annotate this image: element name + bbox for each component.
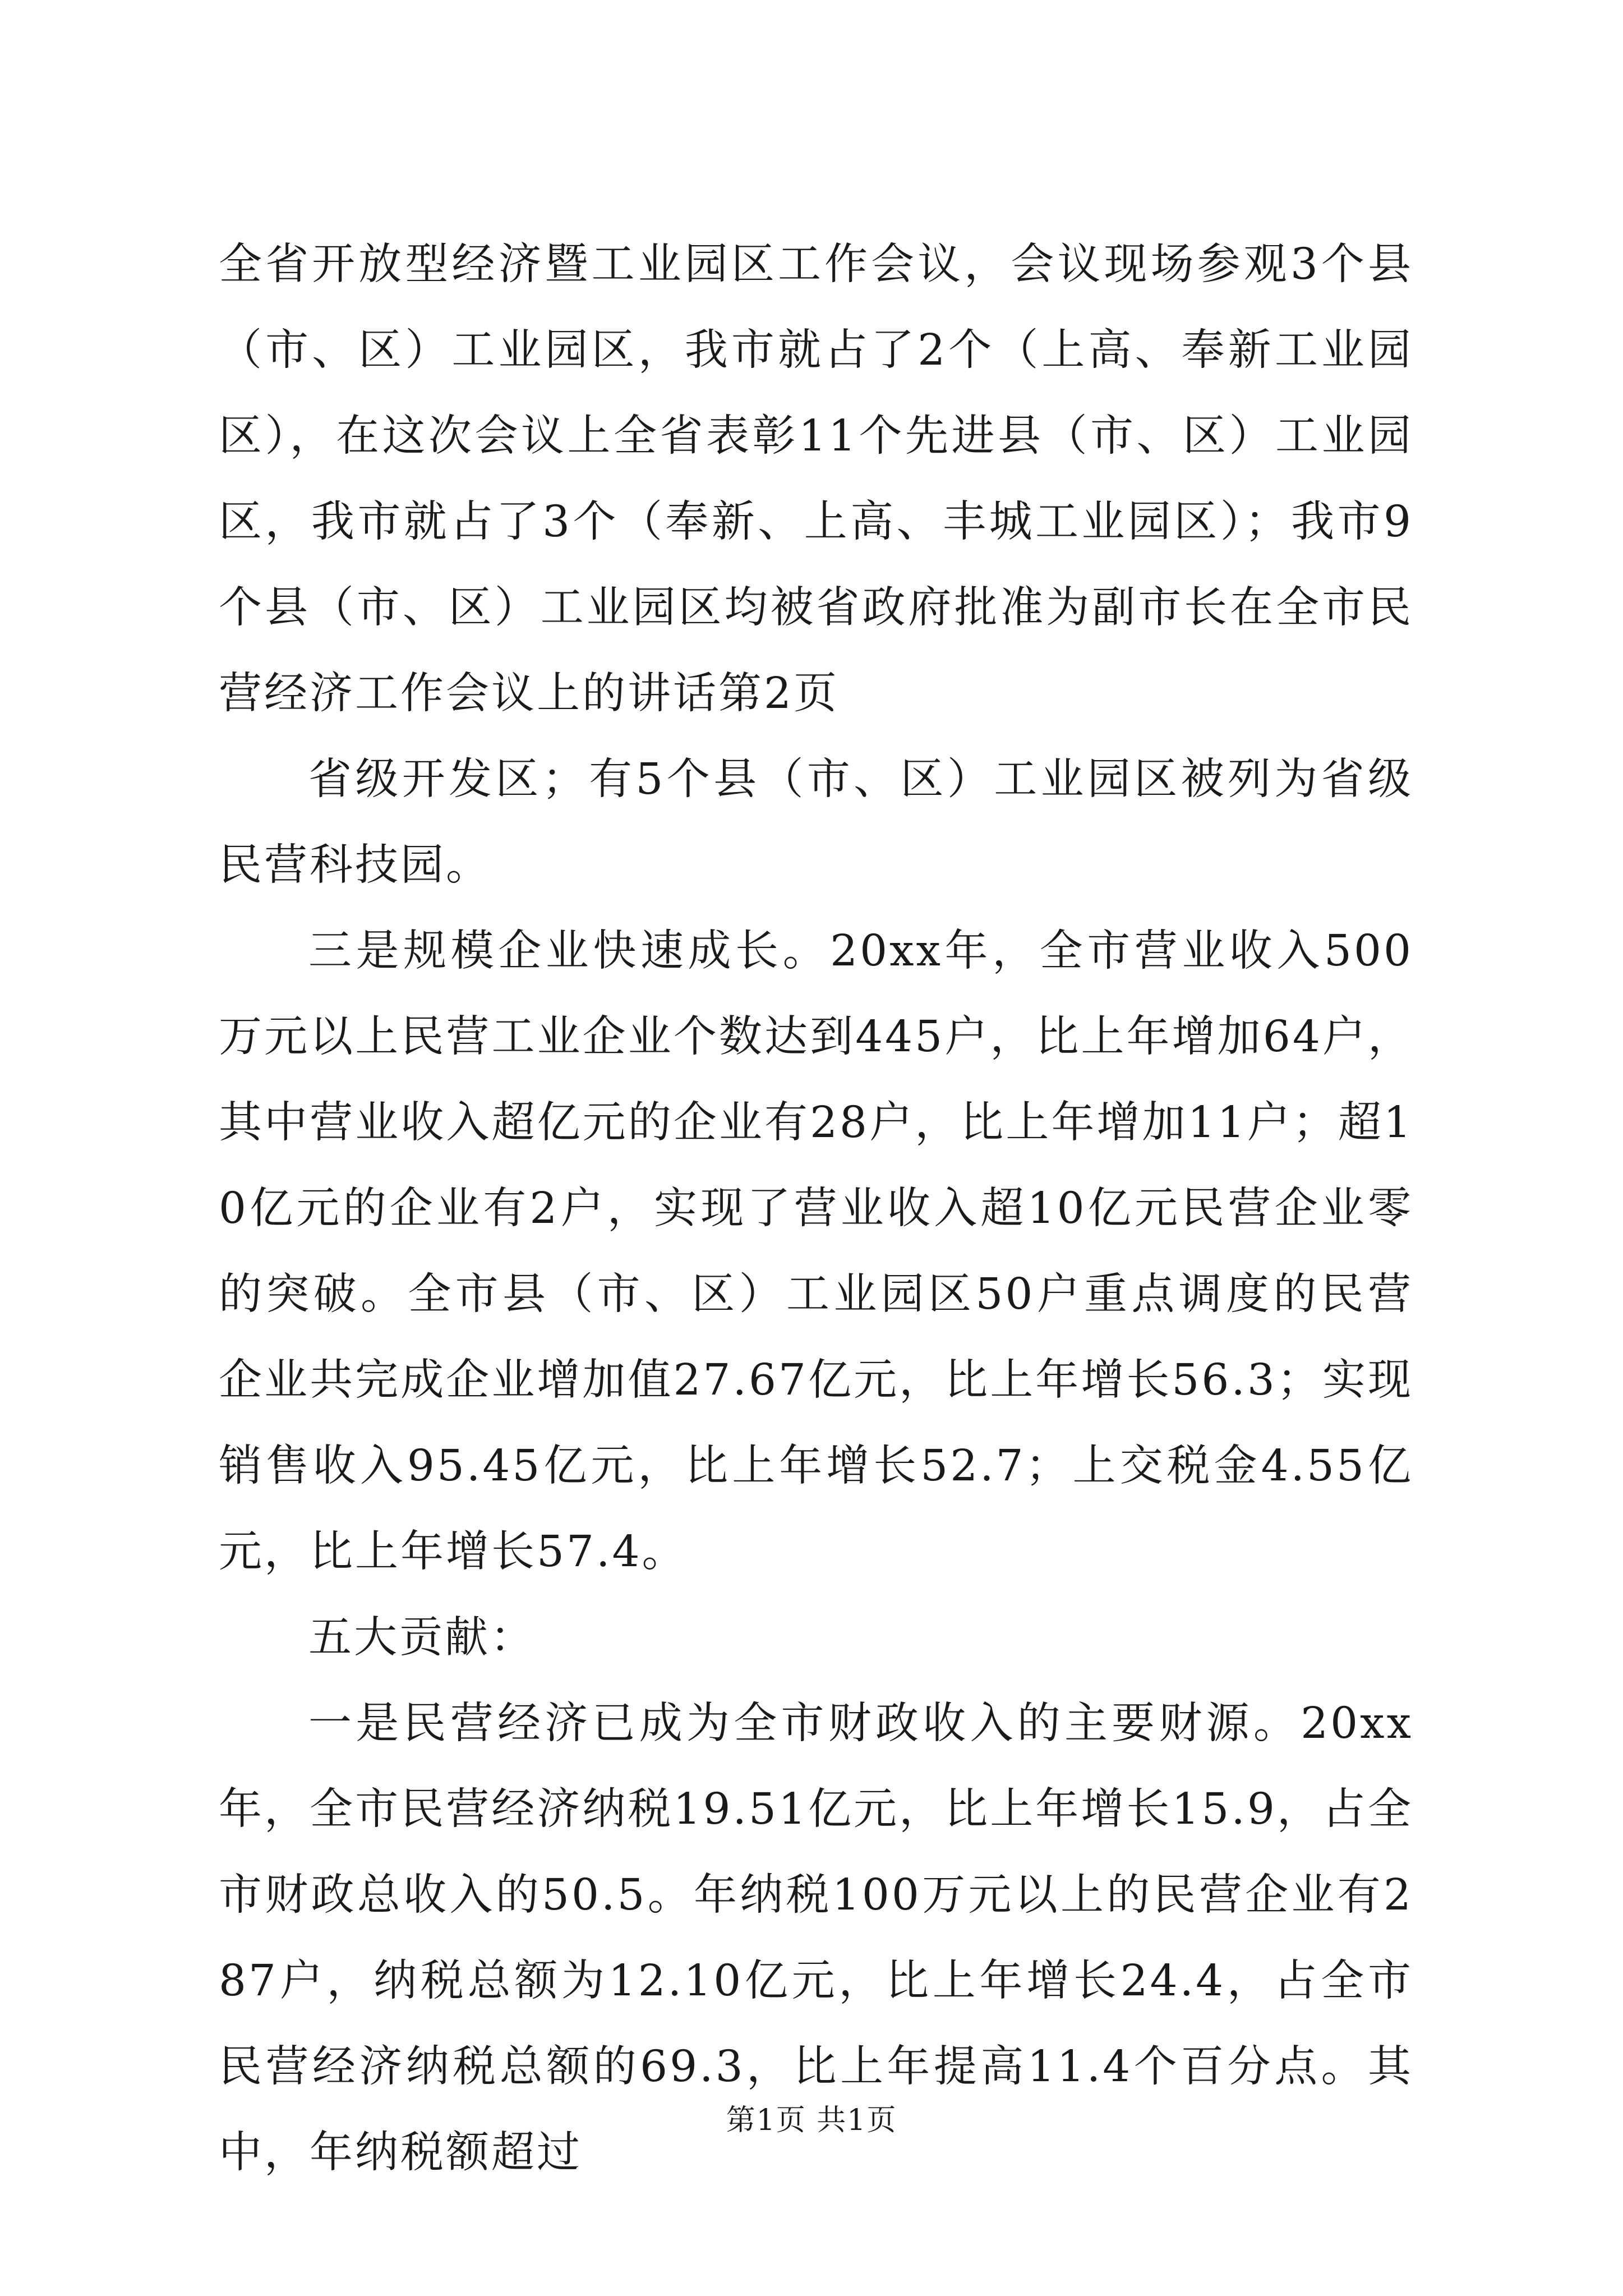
paragraph-5: 一是民营经济已成为全市财政收入的主要财源。20xx年，全市民营经济纳税19.51亿元，比上年增长15.9，占全市财政总收入的50.5。年纳税100万元以上的民营企业有287户，纳税总额为12.10亿元，比上年增长24.4，占全市民营经济纳税总额的69.3，比上年提高11.4个百分点。其中，年纳税额超过	[219, 1699, 1413, 2178]
paragraph-4: 五大贡献：	[308, 1613, 536, 1663]
paragraph-3: 三是规模企业快速成长。20xx年，全市营业收入500万元以上民营工业企业个数达到445户，比上年增加64户，其中营业收入超亿元的企业有28户，比上年增加11户；超10亿元的企业有2户，实现了营业收入超10亿元民营企业零的突破。全市县（市、区）工业园区50户重点调度的民营企业共完成企业增加值27.67亿元，比上年增长56.3；实现销售收入95.45亿元，比上年增长52.7；上交税金4.55亿元，比上年增长57.4。	[219, 926, 1413, 1577]
document-body	[219, 222, 1413, 2196]
page-footer: 第1页 共1页	[726, 2104, 897, 2137]
paragraph-2: 省级开发区；有5个县（市、区）工业园区被列为省级民营科技园。	[219, 754, 1413, 890]
paragraph-1: 全省开放型经济暨工业园区工作会议，会议现场参观3个县（市、区）工业园区，我市就占了2个（上高、奉新工业园区），在这次会议上全省表彰11个先进县（市、区）工业园区，我市就占了3个（奉新、上高、丰城工业园区）；我市9个县（市、区）工业园区均被省政府批准为副市长在全市民营经济工作会议上的讲话第2页	[219, 240, 1413, 719]
